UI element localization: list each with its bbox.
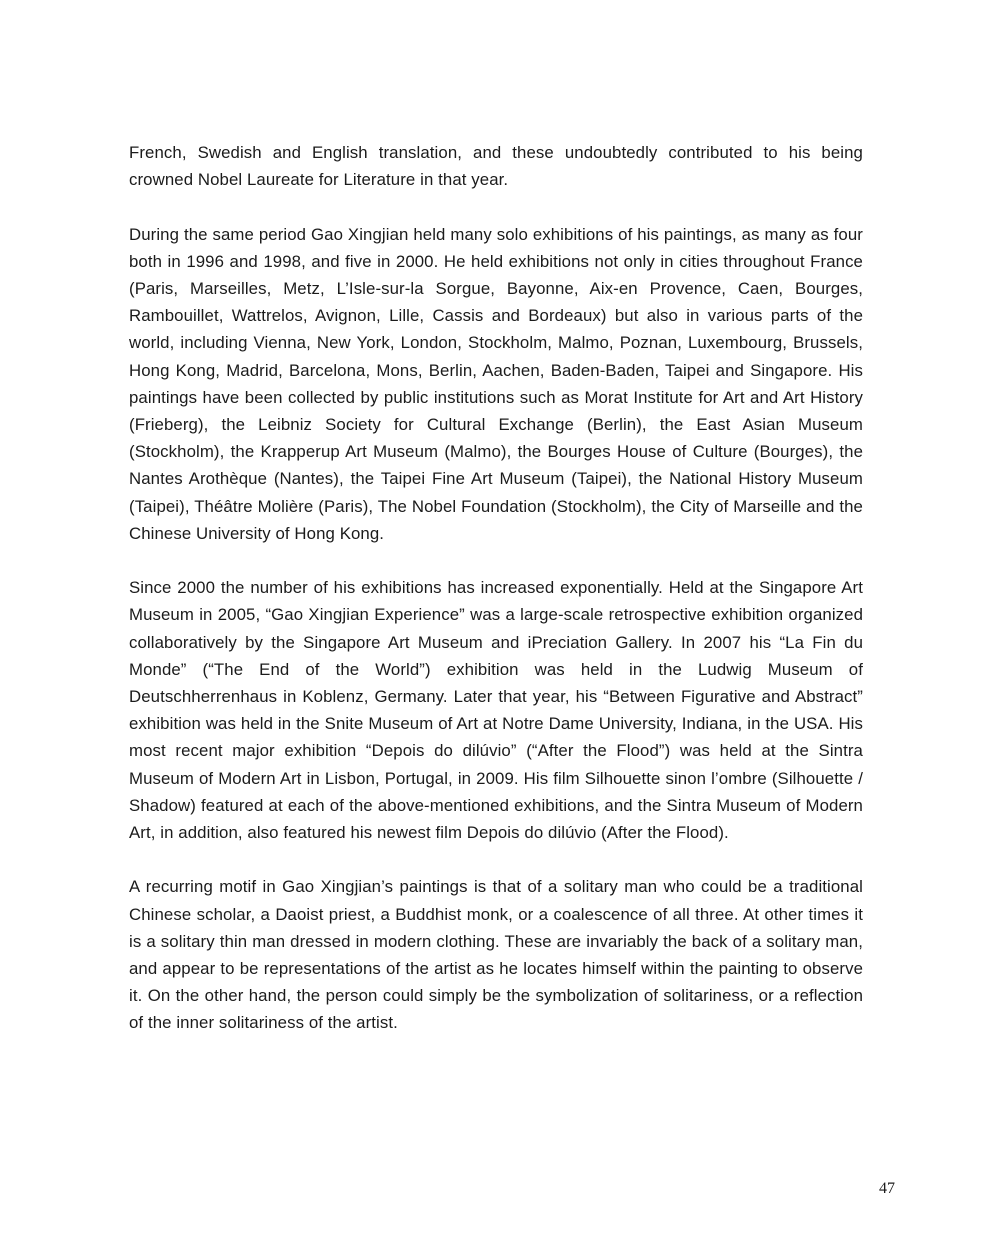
- paragraph: During the same period Gao Xingjian held many solo exhibitions of his paintings, as many as four both in 1996 and 1998, and five in 2000. He held exhibitions not only in cities throughout France (Paris, Marseilles, Metz, L’Isle-sur-la Sorgue, Bayonne, Aix-en Provence, Caen, Bourges, Rambouillet, Wattrelos, Avignon, Lille, Cassis and Bordeaux) but also in various parts of the world, including Vienna, New York, London, Stockholm, Malmo, Poznan, Luxembourg, Brussels, Hong Kong, Madrid, Barcelona, Mons, Berlin, Aachen, Baden-Baden, Taipei and Singapore. His paintings have been collected by public institutions such as Morat Institute for Art and Art History (Frieberg), the Leibniz Society for Cultural Exchange (Berlin), the East Asian Museum (Stockholm), the Krapperup Art Museum (Malmo), the Bourges House of Culture (Bourges), the Nantes Arothèque (Nantes), the Taipei Fine Art Museum (Taipei), the National History Museum (Taipei), Théâtre Molière (Paris), The Nobel Foundation (Stockholm), the City of Marseille and the Chinese University of Hong Kong.: [129, 224, 863, 543]
- paragraph: French, Swedish and English translation, and these undoubtedly contributed to his being crowned Nobel Laureate for Literature in that year.: [129, 143, 863, 190]
- paragraph: A recurring motif in Gao Xingjian’s paintings is that of a solitary man who could be a traditional Chinese scholar, a Daoist priest, a Buddhist monk, or a coalescence of all three. At other times it is a solitary thin man dressed in modern clothing. These are invariably the back of a solitary man, and appear to be representations of the artist as he locates himself within the painting to observe it. On the other hand, the person could simply be the symbolization of solitariness, or a reflection of the inner solitariness of the artist.: [129, 877, 863, 1033]
- page-number: 47: [879, 1180, 895, 1197]
- page-body-text: [129, 139, 863, 1037]
- paragraph: Since 2000 the number of his exhibitions has increased exponentially. Held at the Singapore Art Museum in 2005, “Gao Xingjian Experience” was a large-scale retrospective exhibition organized collaboratively by the Singapore Art Museum and iPreciation Gallery. In 2007 his “La Fin du Monde” (“The End of the World”) exhibition was held in the Ludwig Museum of Deutschherrenhaus in Koblenz, Germany. Later that year, his “Between Figurative and Abstract” exhibition was held in the Snite Museum of Art at Notre Dame University, Indiana, in the USA. His most recent major exhibition “Depois do dilúvio” (“After the Flood”) was held at the Sintra Museum of Modern Art in Lisbon, Portugal, in 2009. His film Silhouette sinon l’ombre (Silhouette / Shadow) featured at each of the above-mentioned exhibitions, and the Sintra Museum of Modern Art, in addition, also featured his newest film Depois do dilúvio (After the Flood).: [129, 578, 863, 843]
